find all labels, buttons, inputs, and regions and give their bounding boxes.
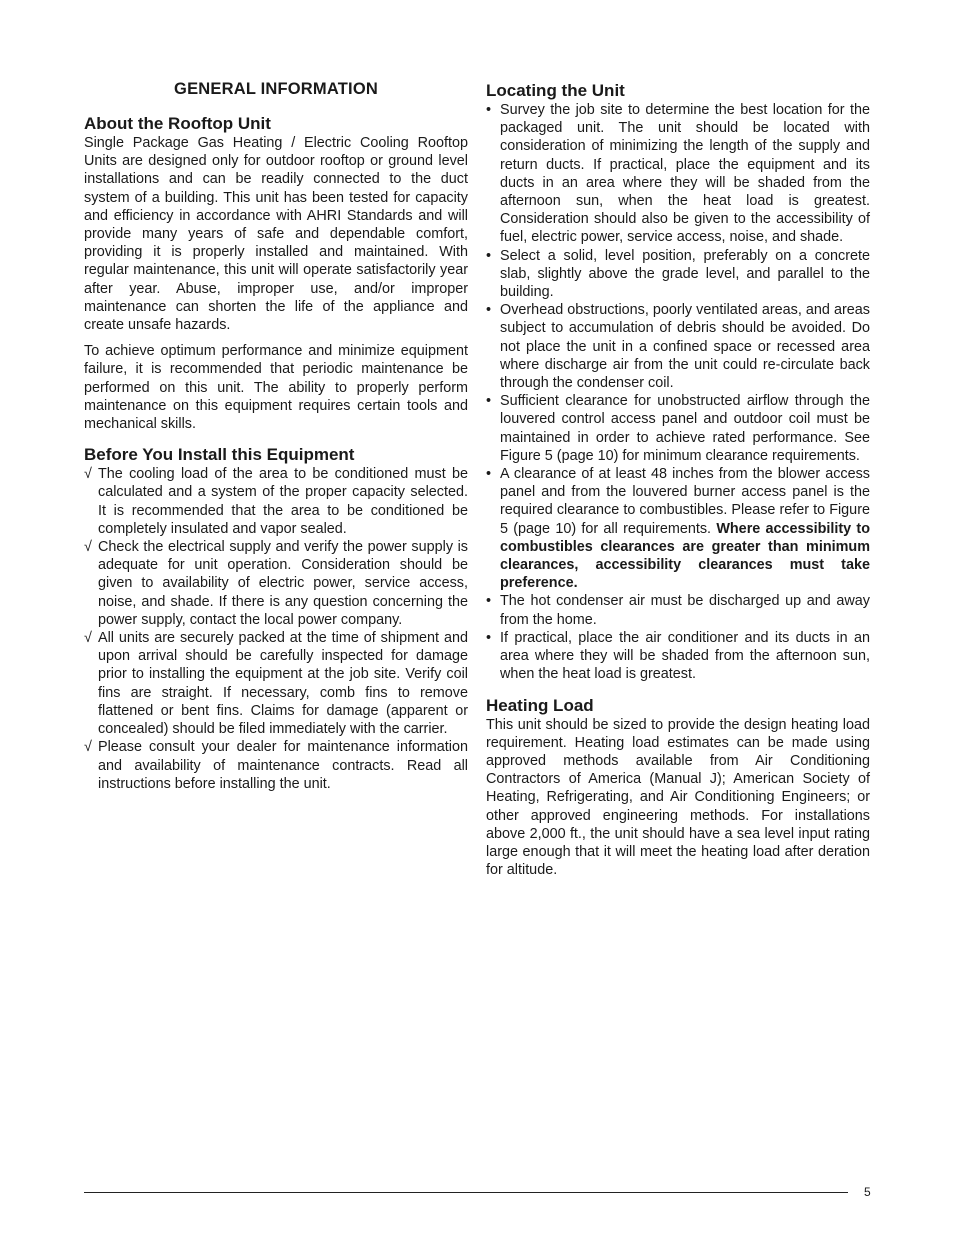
bullet-icon: •	[486, 302, 492, 319]
checklist	[84, 465, 468, 793]
list-item: • A clearance of at least 48 inches from the blower access panel and from the louvered burner access panel is the required clearance to combustibles. Please refer to Figure 5 (page 10) for all requirements. Where accessibility to combustibles clearances are greater than minimum clearances, accessibility clearances must take preference.	[486, 466, 870, 592]
heating-heading: Heating Load	[486, 695, 594, 715]
bullet-icon: •	[486, 393, 492, 410]
clearance-warning: Where accessibility to combustibles clearances are greater than minimum clearances, accessibility clearances must take preference.	[500, 520, 870, 592]
bullet-icon: •	[486, 247, 492, 264]
section-heading: GENERAL INFORMATION	[174, 80, 378, 98]
about-paragraph-1: Single Package Gas Heating / Electric Cooling Rooftop Units are designed only for outdoor rooftop or ground level installations and can be readily connected to the duct system of a building. This unit has been tested for capacity and efficiency in accordance with AHRI Standards and will provide many years of safe and dependable comfort, providing it is properly installed and maintained. With regular maintenance, this unit will operate satisfactorily year after year. Abuse, improper use, and/or improper maintenance can shorten the life of the appliance and create unsafe hazards.	[84, 135, 468, 334]
list-item: √ Please consult your dealer for maintenance information and availability of maintenance contracts. Read all instructions before installing the unit.	[84, 739, 468, 792]
list-item: • Select a solid, level position, preferably on a concrete slab, slightly above the grade level, and parallel to the building.	[486, 247, 870, 301]
right-column	[486, 80, 870, 879]
list-item: • Overhead obstructions, poorly ventilated areas, and areas subject to accumulation of debris should be avoided. Do not place the unit in a confined space or recessed area where discharge air from the unit could re-circulate back through the condenser coil.	[486, 302, 870, 392]
left-column	[84, 80, 468, 793]
check-mark-icon: √	[84, 539, 92, 556]
about-paragraph-2: To achieve optimum performance and minimize equipment failure, it is recommended that periodic maintenance be performed on this unit. The ability to properly perform maintenance on this equipment requires certain tools and mechanical skills.	[84, 343, 468, 433]
heating-paragraph: This unit should be sized to provide the design heating load requirement. Heating load estimates can be made using approved methods available from Air Conditioning Contractors of America (Manual J); American Society of Heating, Refrigerating, and Air Conditioning Engineers; or other approved engineering methods. For installations above 2,000 ft., the unit should have a sea level input rating large enough that it will meet the heating load after deration for altitude.	[486, 716, 870, 879]
list-item: • If practical, place the air conditioner and its ducts in an area where they will be shaded from the afternoon sun, when the heat load is greatest.	[486, 629, 870, 683]
list-item: √ All units are securely packed at the time of shipment and upon arrival should be carefully inspected for damage prior to installing the equipment at the job site. Verify coil fins are straight. If necessary, comb fins to remove flattened or bent fins. Claims for damage (apparent or concealed) should be filed immediately with the carrier.	[84, 630, 468, 738]
check-mark-icon: √	[84, 466, 92, 483]
list-item: • The hot condenser air must be discharged up and away from the home.	[486, 593, 870, 628]
bullet-icon: •	[486, 629, 492, 646]
about-heading: About the Rooftop Unit	[84, 114, 271, 133]
check-mark-icon: √	[84, 739, 92, 756]
list-item: √ The cooling load of the area to be conditioned must be calculated and a system of the proper capacity selected. It is recommended that the area to be conditioned be completely insulated and vapor sealed.	[84, 466, 468, 537]
bullet-icon: •	[486, 102, 492, 118]
bullet-icon: •	[486, 466, 492, 483]
check-mark-icon: √	[84, 630, 92, 647]
bullet-list	[486, 101, 870, 684]
list-item: √ Check the electrical supply and verify the power supply is adequate for unit operation. Consideration should be given to availability of electric power, service access, noise, and shade. If there is any question concerning the power supply, contact the local power company.	[84, 539, 468, 628]
locating-heading: Locating the Unit	[486, 81, 625, 100]
footer-divider	[84, 1192, 848, 1193]
list-item: • Sufficient clearance for unobstructed airflow through the louvered control access panel and outdoor coil must be maintained in order to achieve rated performance. See Figure 5 (page 10) for minimum clearance requirements.	[486, 393, 870, 464]
before-heading: Before You Install this Equipment	[84, 445, 355, 465]
list-item: • Survey the job site to determine the best location for the packaged unit. The unit should be located with consideration of minimizing the length of the supply and return ducts. If practical, place the equipment and its ducts in an area where they will be shaded from the afternoon sun, when the heat load is greatest. Consideration should also be given to the accessibility of fuel, electric power, service access, noise, and shade.	[486, 102, 870, 246]
page-number: 5	[864, 1185, 871, 1199]
bullet-icon: •	[486, 593, 492, 610]
